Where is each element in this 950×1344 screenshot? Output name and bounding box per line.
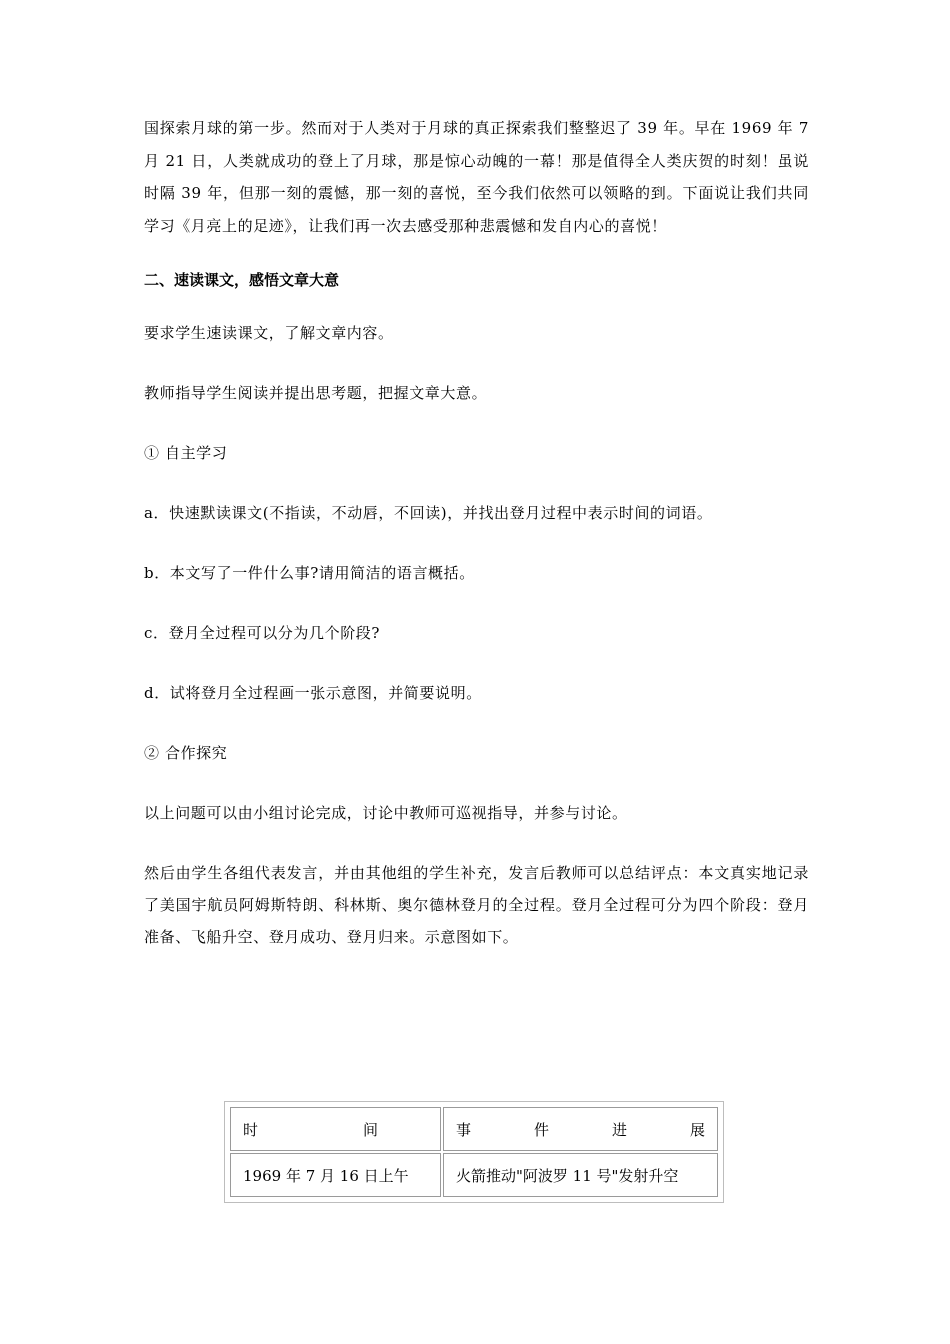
header-time-char-1: 时: [243, 1120, 259, 1139]
question-a: a．快速默读课文(不指读，不动唇，不回读)，并找出登月过程中表示时间的词语。: [144, 504, 713, 522]
header-event-char-2: 件: [533, 1120, 549, 1139]
header-time-char-2: 间: [362, 1120, 378, 1139]
self-study-heading: ① 自主学习: [144, 444, 228, 462]
header-event-char-1: 事: [456, 1120, 472, 1139]
row1-time-cell: 1969 年 7 月 16 日上午: [230, 1153, 441, 1197]
header-event-char-4: 展: [689, 1120, 705, 1139]
header-event-cell: [443, 1107, 718, 1151]
header-event-char-3: 进: [611, 1120, 627, 1139]
guide-line: 教师指导学生阅读并提出思考题，把握文章大意。: [144, 384, 488, 402]
cooperative-heading: ② 合作探究: [144, 744, 228, 762]
intro-paragraph: 国探索月球的第一步。然而对于人类对于月球的真正探索我们整整迟了 39 年。早在 1969 年 7 月 21 日，人类就成功的登上了月球，那是惊心动魄的一幕！那是值得全人类庆贺的时刻！虽说时隔 39 年，但那一刻的震憾，那一刻的喜悦，至今我们依然可以领略的到。下面说让我们共同学习《月亮上的足迹》，让我们再一次去感受那种悲震憾和发自内心的喜悦！: [144, 119, 809, 235]
header-time-cell: [230, 1107, 441, 1151]
question-b: b．本文写了一件什么事?请用简洁的语言概括。: [144, 564, 475, 582]
summary-paragraph: 然后由学生各组代表发言，并由其他组的学生补充，发言后教师可以总结评点：本文真实地记录了美国宇航员阿姆斯特朗、科林斯、奥尔德林登月的全过程。登月全过程可分为四个阶段：登月准备、飞船升空、登月成功、登月归来。示意图如下。: [144, 864, 809, 946]
table-header-row: [230, 1107, 718, 1151]
discussion-line: 以上问题可以由小组讨论完成，讨论中教师可巡视指导，并参与讨论。: [144, 804, 628, 822]
section-heading: 二、速读课文，感悟文章大意: [144, 271, 340, 289]
table-row: [230, 1153, 718, 1197]
document-body: [144, 112, 809, 953]
row1-event-cell: 火箭推动"阿波罗 11 号"发射升空: [443, 1153, 718, 1197]
question-c: c．登月全过程可以分为几个阶段?: [144, 624, 381, 642]
timeline-table: [224, 1101, 724, 1203]
requirement-line: 要求学生速读课文，了解文章内容。: [144, 324, 394, 342]
question-d: d．试将登月全过程画一张示意图，并简要说明。: [144, 684, 482, 702]
